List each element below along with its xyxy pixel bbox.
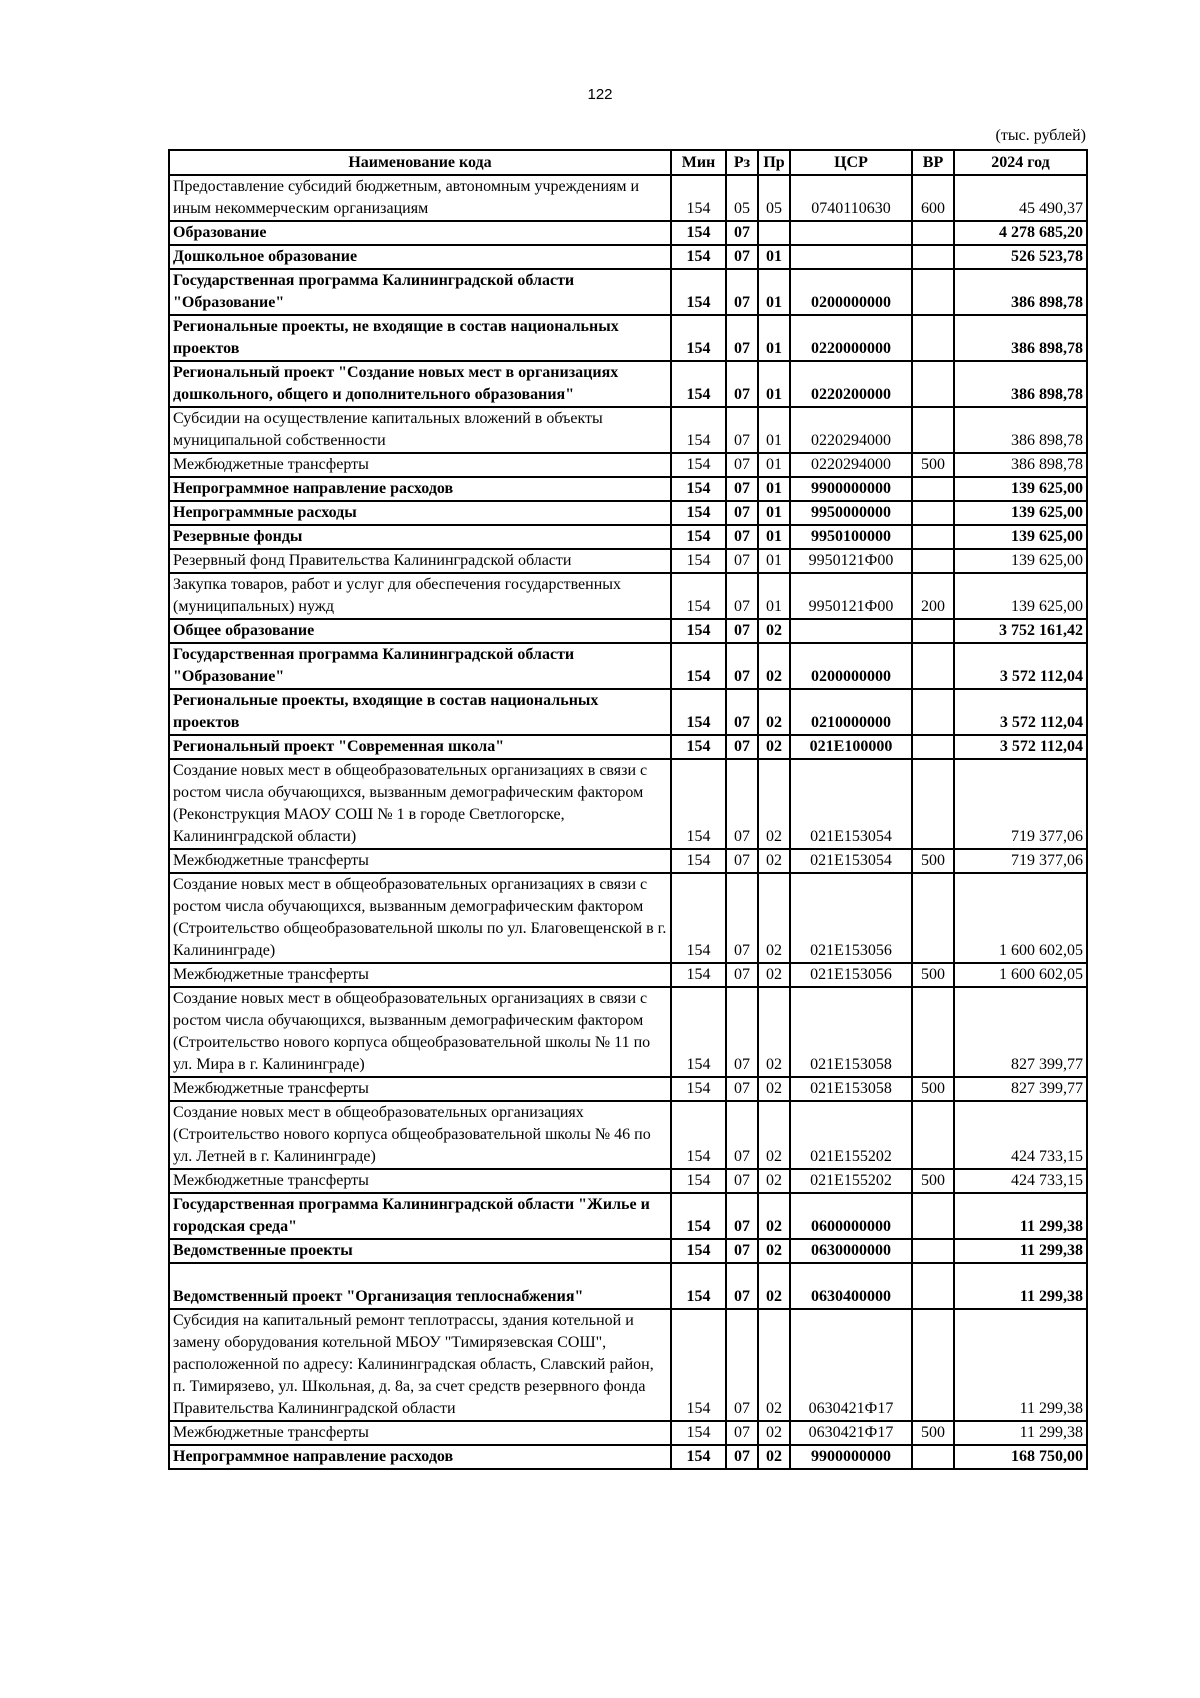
row-name: Закупка товаров, работ и услуг для обеспечения государственных (муниципальных) нужд bbox=[169, 573, 671, 619]
row-vr: 500 bbox=[912, 849, 954, 873]
header-row bbox=[169, 150, 1087, 175]
row-amount: 827 399,77 bbox=[954, 987, 1087, 1077]
row-rz: 07 bbox=[726, 1193, 758, 1239]
table-row bbox=[169, 573, 1087, 619]
row-csr: 0600000000 bbox=[790, 1193, 912, 1239]
row-amount: 139 625,00 bbox=[954, 501, 1087, 525]
row-min: 154 bbox=[671, 525, 726, 549]
row-vr bbox=[912, 735, 954, 759]
row-min: 154 bbox=[671, 549, 726, 573]
row-rz: 07 bbox=[726, 525, 758, 549]
row-pr: 01 bbox=[758, 407, 790, 453]
row-csr bbox=[790, 221, 912, 245]
row-pr: 02 bbox=[758, 1193, 790, 1239]
row-csr: 0200000000 bbox=[790, 269, 912, 315]
row-pr: 02 bbox=[758, 1239, 790, 1263]
table-row bbox=[169, 453, 1087, 477]
row-name: Региональные проекты, не входящие в состав национальных проектов bbox=[169, 315, 671, 361]
table-row bbox=[169, 1239, 1087, 1263]
row-amount: 11 299,38 bbox=[954, 1421, 1087, 1445]
table-row bbox=[169, 619, 1087, 643]
table-row bbox=[169, 1193, 1087, 1239]
row-vr bbox=[912, 873, 954, 963]
row-csr: 021Е153058 bbox=[790, 987, 912, 1077]
row-pr: 02 bbox=[758, 689, 790, 735]
table-row bbox=[169, 1263, 1087, 1309]
row-csr: 0220000000 bbox=[790, 315, 912, 361]
row-vr bbox=[912, 221, 954, 245]
row-name: Общее образование bbox=[169, 619, 671, 643]
row-pr: 01 bbox=[758, 453, 790, 477]
table-body bbox=[169, 175, 1087, 1469]
row-amount: 139 625,00 bbox=[954, 525, 1087, 549]
row-pr bbox=[758, 221, 790, 245]
row-rz: 07 bbox=[726, 1077, 758, 1101]
row-vr: 500 bbox=[912, 1077, 954, 1101]
table-row bbox=[169, 549, 1087, 573]
table-row bbox=[169, 643, 1087, 689]
row-vr bbox=[912, 361, 954, 407]
row-vr bbox=[912, 549, 954, 573]
row-min: 154 bbox=[671, 735, 726, 759]
row-name: Межбюджетные трансферты bbox=[169, 453, 671, 477]
row-min: 154 bbox=[671, 759, 726, 849]
row-pr: 02 bbox=[758, 1101, 790, 1169]
row-csr: 0630421Ф17 bbox=[790, 1421, 912, 1445]
row-amount: 11 299,38 bbox=[954, 1309, 1087, 1421]
row-min: 154 bbox=[671, 1445, 726, 1469]
row-rz: 07 bbox=[726, 873, 758, 963]
row-pr: 01 bbox=[758, 315, 790, 361]
table-row bbox=[169, 735, 1087, 759]
row-pr: 02 bbox=[758, 1077, 790, 1101]
row-rz: 07 bbox=[726, 759, 758, 849]
row-rz: 07 bbox=[726, 453, 758, 477]
row-csr: 021Е155202 bbox=[790, 1101, 912, 1169]
row-min: 154 bbox=[671, 361, 726, 407]
table-row bbox=[169, 269, 1087, 315]
row-vr bbox=[912, 477, 954, 501]
row-min: 154 bbox=[671, 689, 726, 735]
row-amount: 386 898,78 bbox=[954, 315, 1087, 361]
row-rz: 07 bbox=[726, 1421, 758, 1445]
row-amount: 719 377,06 bbox=[954, 849, 1087, 873]
row-vr bbox=[912, 1193, 954, 1239]
row-amount: 11 299,38 bbox=[954, 1193, 1087, 1239]
row-amount: 139 625,00 bbox=[954, 549, 1087, 573]
row-name: Государственная программа Калининградской области "Жилье и городская среда" bbox=[169, 1193, 671, 1239]
row-vr: 500 bbox=[912, 453, 954, 477]
row-csr bbox=[790, 619, 912, 643]
row-vr bbox=[912, 407, 954, 453]
row-name: Региональные проекты, входящие в состав национальных проектов bbox=[169, 689, 671, 735]
row-name: Образование bbox=[169, 221, 671, 245]
row-vr bbox=[912, 1309, 954, 1421]
row-amount: 719 377,06 bbox=[954, 759, 1087, 849]
row-csr: 0220200000 bbox=[790, 361, 912, 407]
row-name: Ведомственные проекты bbox=[169, 1239, 671, 1263]
row-rz: 07 bbox=[726, 361, 758, 407]
units-label: (тыс. рублей) bbox=[995, 127, 1086, 144]
row-rz: 07 bbox=[726, 619, 758, 643]
row-pr: 02 bbox=[758, 849, 790, 873]
row-csr: 9950100000 bbox=[790, 525, 912, 549]
row-name: Создание новых мест в общеобразовательных организациях в связи с ростом числа обучающихся, вызванным демографическим фактором (Строительство нового корпуса общеобразовательной школы № 11 по ул. Мира в г. Калининграде) bbox=[169, 987, 671, 1077]
row-rz: 07 bbox=[726, 1445, 758, 1469]
row-min: 154 bbox=[671, 1421, 726, 1445]
row-pr: 01 bbox=[758, 573, 790, 619]
row-name: Предоставление субсидий бюджетным, автономным учреждениям и иным некоммерческим организациям bbox=[169, 175, 671, 221]
table-row bbox=[169, 175, 1087, 221]
row-csr: 021Е153054 bbox=[790, 849, 912, 873]
row-csr: 021Е155202 bbox=[790, 1169, 912, 1193]
row-rz: 07 bbox=[726, 849, 758, 873]
row-csr: 0630400000 bbox=[790, 1263, 912, 1309]
row-vr bbox=[912, 619, 954, 643]
row-vr: 500 bbox=[912, 963, 954, 987]
row-amount: 3 572 112,04 bbox=[954, 643, 1087, 689]
row-pr: 02 bbox=[758, 643, 790, 689]
table-row bbox=[169, 1309, 1087, 1421]
row-rz: 07 bbox=[726, 735, 758, 759]
row-pr: 01 bbox=[758, 269, 790, 315]
row-rz: 07 bbox=[726, 987, 758, 1077]
row-pr: 02 bbox=[758, 619, 790, 643]
row-min: 154 bbox=[671, 453, 726, 477]
row-csr: 021Е100000 bbox=[790, 735, 912, 759]
row-min: 154 bbox=[671, 1101, 726, 1169]
row-amount: 139 625,00 bbox=[954, 573, 1087, 619]
row-vr bbox=[912, 245, 954, 269]
row-pr: 02 bbox=[758, 1169, 790, 1193]
row-min: 154 bbox=[671, 501, 726, 525]
row-pr: 02 bbox=[758, 759, 790, 849]
table-row bbox=[169, 1169, 1087, 1193]
table-row bbox=[169, 221, 1087, 245]
row-pr: 02 bbox=[758, 1309, 790, 1421]
row-min: 154 bbox=[671, 1309, 726, 1421]
row-csr: 0220294000 bbox=[790, 407, 912, 453]
header-name: Наименование кода bbox=[169, 150, 671, 175]
row-amount: 827 399,77 bbox=[954, 1077, 1087, 1101]
table-row bbox=[169, 759, 1087, 849]
row-min: 154 bbox=[671, 643, 726, 689]
row-name: Создание новых мест в общеобразовательных организациях в связи с ростом числа обучающихся, вызванным демографическим фактором (Реконструкция МАОУ СОШ № 1 в городе Светлогорске, Калининградской области) bbox=[169, 759, 671, 849]
table-row bbox=[169, 315, 1087, 361]
row-pr: 02 bbox=[758, 1421, 790, 1445]
row-rz: 07 bbox=[726, 1263, 758, 1309]
header-csr: ЦСР bbox=[790, 150, 912, 175]
row-vr bbox=[912, 689, 954, 735]
row-pr: 01 bbox=[758, 525, 790, 549]
row-pr: 05 bbox=[758, 175, 790, 221]
row-rz: 07 bbox=[726, 963, 758, 987]
row-vr bbox=[912, 1263, 954, 1309]
table-row bbox=[169, 407, 1087, 453]
row-vr bbox=[912, 315, 954, 361]
row-csr: 0200000000 bbox=[790, 643, 912, 689]
budget-table bbox=[168, 149, 1088, 1470]
row-min: 154 bbox=[671, 619, 726, 643]
header-year: 2024 год bbox=[954, 150, 1087, 175]
row-vr bbox=[912, 1239, 954, 1263]
row-csr: 9950000000 bbox=[790, 501, 912, 525]
row-name: Государственная программа Калининградской области "Образование" bbox=[169, 643, 671, 689]
row-name: Ведомственный проект "Организация теплоснабжения" bbox=[169, 1263, 671, 1309]
row-csr: 021Е153058 bbox=[790, 1077, 912, 1101]
row-name: Субсидия на капитальный ремонт теплотрассы, здания котельной и замену оборудования котельной МБОУ "Тимирязевская СОШ", расположенной по адресу: Калининградская область, Славский район, п. Тимирязево, ул. Школьная, д. 8а, за счет средств резервного фонда Правительства Калининградской области bbox=[169, 1309, 671, 1421]
row-name: Непрограммное направление расходов bbox=[169, 1445, 671, 1469]
row-vr bbox=[912, 501, 954, 525]
table-row bbox=[169, 1421, 1087, 1445]
row-min: 154 bbox=[671, 269, 726, 315]
row-rz: 07 bbox=[726, 477, 758, 501]
row-min: 154 bbox=[671, 221, 726, 245]
row-amount: 386 898,78 bbox=[954, 407, 1087, 453]
row-name: Непрограммное направление расходов bbox=[169, 477, 671, 501]
row-name: Резервные фонды bbox=[169, 525, 671, 549]
row-amount: 45 490,37 bbox=[954, 175, 1087, 221]
row-amount: 11 299,38 bbox=[954, 1263, 1087, 1309]
table-row bbox=[169, 963, 1087, 987]
row-name: Субсидии на осуществление капитальных вложений в объекты муниципальной собственности bbox=[169, 407, 671, 453]
table-row bbox=[169, 501, 1087, 525]
row-rz: 07 bbox=[726, 407, 758, 453]
row-pr: 02 bbox=[758, 987, 790, 1077]
row-amount: 386 898,78 bbox=[954, 453, 1087, 477]
table-row bbox=[169, 689, 1087, 735]
row-vr: 600 bbox=[912, 175, 954, 221]
row-name: Резервный фонд Правительства Калининградской области bbox=[169, 549, 671, 573]
row-vr bbox=[912, 1101, 954, 1169]
table-row bbox=[169, 245, 1087, 269]
row-amount: 3 572 112,04 bbox=[954, 735, 1087, 759]
row-vr bbox=[912, 269, 954, 315]
row-csr bbox=[790, 245, 912, 269]
table-row bbox=[169, 1101, 1087, 1169]
row-pr: 02 bbox=[758, 873, 790, 963]
header-rz: Рз bbox=[726, 150, 758, 175]
row-min: 154 bbox=[671, 987, 726, 1077]
table-row bbox=[169, 1445, 1087, 1469]
row-min: 154 bbox=[671, 477, 726, 501]
row-pr: 02 bbox=[758, 963, 790, 987]
row-vr: 200 bbox=[912, 573, 954, 619]
row-vr bbox=[912, 525, 954, 549]
row-name: Межбюджетные трансферты bbox=[169, 963, 671, 987]
row-min: 154 bbox=[671, 1077, 726, 1101]
row-vr bbox=[912, 1445, 954, 1469]
row-amount: 386 898,78 bbox=[954, 361, 1087, 407]
row-csr: 021Е153054 bbox=[790, 759, 912, 849]
row-vr: 500 bbox=[912, 1169, 954, 1193]
row-csr: 0630421Ф17 bbox=[790, 1309, 912, 1421]
row-amount: 3 572 112,04 bbox=[954, 689, 1087, 735]
row-amount: 526 523,78 bbox=[954, 245, 1087, 269]
row-pr: 01 bbox=[758, 361, 790, 407]
row-amount: 3 752 161,42 bbox=[954, 619, 1087, 643]
row-csr: 021Е153056 bbox=[790, 873, 912, 963]
row-min: 154 bbox=[671, 175, 726, 221]
row-amount: 424 733,15 bbox=[954, 1101, 1087, 1169]
row-csr: 9950121Ф00 bbox=[790, 549, 912, 573]
header-min: Мин bbox=[671, 150, 726, 175]
row-vr: 500 bbox=[912, 1421, 954, 1445]
row-name: Непрограммные расходы bbox=[169, 501, 671, 525]
header-pr: Пр bbox=[758, 150, 790, 175]
row-rz: 07 bbox=[726, 245, 758, 269]
row-min: 154 bbox=[671, 1239, 726, 1263]
row-name: Создание новых мест в общеобразовательных организациях (Строительство нового корпуса общеобразовательной школы № 46 по ул. Летней в г. Калининграде) bbox=[169, 1101, 671, 1169]
row-name: Межбюджетные трансферты bbox=[169, 849, 671, 873]
row-name: Межбюджетные трансферты bbox=[169, 1169, 671, 1193]
row-csr: 0740110630 bbox=[790, 175, 912, 221]
row-amount: 1 600 602,05 bbox=[954, 963, 1087, 987]
row-csr: 9900000000 bbox=[790, 1445, 912, 1469]
row-name: Дошкольное образование bbox=[169, 245, 671, 269]
table-row bbox=[169, 873, 1087, 963]
row-amount: 386 898,78 bbox=[954, 269, 1087, 315]
row-min: 154 bbox=[671, 1263, 726, 1309]
row-rz: 07 bbox=[726, 501, 758, 525]
row-csr: 0220294000 bbox=[790, 453, 912, 477]
row-rz: 05 bbox=[726, 175, 758, 221]
row-vr bbox=[912, 987, 954, 1077]
row-rz: 07 bbox=[726, 1239, 758, 1263]
row-csr: 0210000000 bbox=[790, 689, 912, 735]
row-min: 154 bbox=[671, 1193, 726, 1239]
row-amount: 11 299,38 bbox=[954, 1239, 1087, 1263]
row-amount: 139 625,00 bbox=[954, 477, 1087, 501]
row-name: Межбюджетные трансферты bbox=[169, 1421, 671, 1445]
row-pr: 02 bbox=[758, 1445, 790, 1469]
row-name: Региональный проект "Создание новых мест в организациях дошкольного, общего и дополнительного образования" bbox=[169, 361, 671, 407]
row-name: Межбюджетные трансферты bbox=[169, 1077, 671, 1101]
row-min: 154 bbox=[671, 873, 726, 963]
row-amount: 168 750,00 bbox=[954, 1445, 1087, 1469]
page-number: 122 bbox=[587, 86, 613, 103]
table-row bbox=[169, 361, 1087, 407]
header-vr: ВР bbox=[912, 150, 954, 175]
row-amount: 424 733,15 bbox=[954, 1169, 1087, 1193]
row-rz: 07 bbox=[726, 573, 758, 619]
table-row bbox=[169, 849, 1087, 873]
row-rz: 07 bbox=[726, 315, 758, 361]
row-amount: 4 278 685,20 bbox=[954, 221, 1087, 245]
row-pr: 02 bbox=[758, 735, 790, 759]
row-pr: 01 bbox=[758, 501, 790, 525]
row-pr: 02 bbox=[758, 1263, 790, 1309]
row-rz: 07 bbox=[726, 1169, 758, 1193]
row-vr bbox=[912, 643, 954, 689]
row-rz: 07 bbox=[726, 643, 758, 689]
row-csr: 021Е153056 bbox=[790, 963, 912, 987]
row-min: 154 bbox=[671, 1169, 726, 1193]
row-rz: 07 bbox=[726, 1309, 758, 1421]
row-name: Государственная программа Калининградской области "Образование" bbox=[169, 269, 671, 315]
table-row bbox=[169, 525, 1087, 549]
table-row bbox=[169, 987, 1087, 1077]
row-csr: 0630000000 bbox=[790, 1239, 912, 1263]
row-min: 154 bbox=[671, 407, 726, 453]
row-pr: 01 bbox=[758, 549, 790, 573]
row-min: 154 bbox=[671, 963, 726, 987]
row-rz: 07 bbox=[726, 1101, 758, 1169]
row-rz: 07 bbox=[726, 221, 758, 245]
table-row bbox=[169, 1077, 1087, 1101]
row-rz: 07 bbox=[726, 269, 758, 315]
row-csr: 9900000000 bbox=[790, 477, 912, 501]
row-pr: 01 bbox=[758, 477, 790, 501]
row-name: Создание новых мест в общеобразовательных организациях в связи с ростом числа обучающихся, вызванным демографическим фактором (Строительство общеобразовательной школы по ул. Благовещенской в г. Калининграде) bbox=[169, 873, 671, 963]
row-name: Региональный проект "Современная школа" bbox=[169, 735, 671, 759]
row-amount: 1 600 602,05 bbox=[954, 873, 1087, 963]
row-csr: 9950121Ф00 bbox=[790, 573, 912, 619]
table-row bbox=[169, 477, 1087, 501]
row-min: 154 bbox=[671, 315, 726, 361]
row-min: 154 bbox=[671, 849, 726, 873]
row-min: 154 bbox=[671, 245, 726, 269]
row-rz: 07 bbox=[726, 689, 758, 735]
row-rz: 07 bbox=[726, 549, 758, 573]
row-min: 154 bbox=[671, 573, 726, 619]
row-vr bbox=[912, 759, 954, 849]
row-pr: 01 bbox=[758, 245, 790, 269]
